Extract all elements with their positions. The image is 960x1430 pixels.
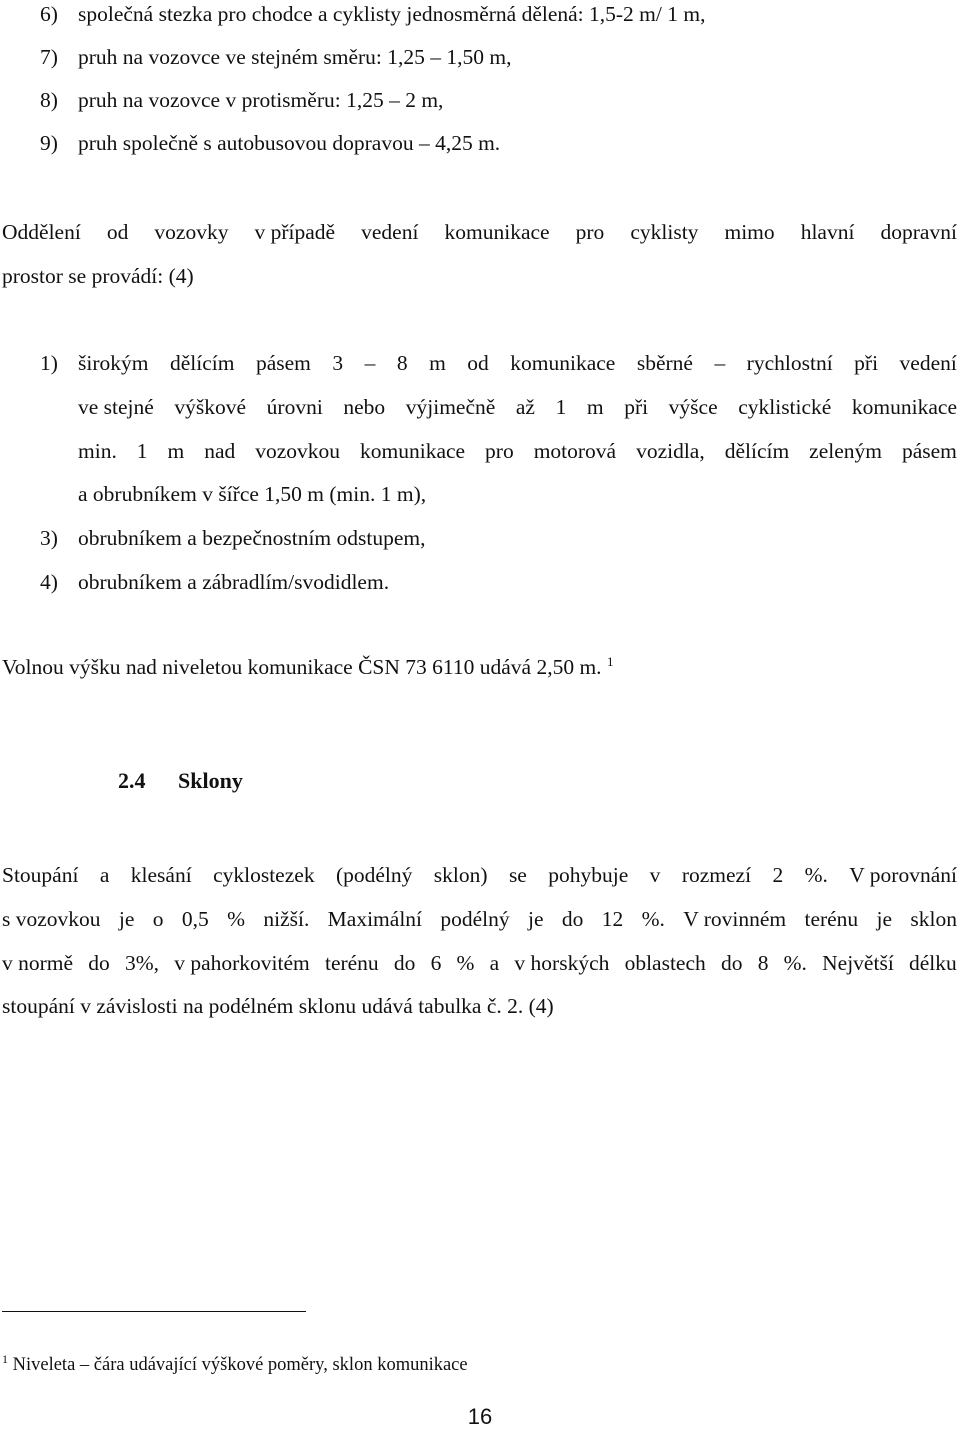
word: mimo: [724, 220, 775, 244]
word: podélný: [440, 907, 510, 931]
list-item-text: pruh na vozovce ve stejném směru: 1,25 – 1,50 m,: [78, 45, 512, 69]
word: 1: [136, 439, 148, 463]
word: terénu: [324, 951, 379, 975]
word: rychlostní: [746, 351, 833, 375]
paragraph-separation-line-2: prostor se provádí: (4): [2, 264, 194, 288]
word: cyklostezek: [213, 863, 315, 887]
list-item-7: [40, 47, 512, 69]
list-item-6: [40, 4, 705, 26]
word: vozidla,: [636, 439, 705, 463]
word: dopravní: [880, 220, 957, 244]
section-number: 2.4: [118, 768, 146, 793]
word: o: [152, 907, 164, 931]
list-number: 4): [40, 570, 58, 594]
word: od: [106, 220, 129, 244]
word: je: [876, 907, 893, 931]
list-item-text: obrubníkem a bezpečnostním odstupem,: [78, 526, 426, 550]
word: rozmezí: [681, 863, 752, 887]
footnote-reference: 1: [606, 654, 614, 669]
list-item-text: pruh společně s autobusovou dopravou – 4,25 m.: [78, 131, 501, 155]
word: sběrné: [636, 351, 693, 375]
page-number: 16: [467, 1404, 493, 1429]
paragraph-clearance-text: Volnou výšku nad niveletou komunikace ČSN 73 6110 udává 2,50 m.: [2, 655, 602, 679]
footnote-separator: [2, 1311, 306, 1312]
word: motorová: [533, 439, 617, 463]
word: v pahorkovitém: [174, 951, 310, 975]
word: délku: [909, 951, 957, 975]
word: %.: [783, 951, 807, 975]
word: s vozovkou: [2, 907, 101, 931]
word: do: [720, 951, 743, 975]
word: Největší: [822, 951, 894, 975]
word: pohybuje: [548, 863, 629, 887]
word: 8: [396, 351, 408, 375]
word: min.: [78, 439, 117, 463]
word: je: [528, 907, 544, 931]
word: (podélný: [335, 863, 413, 887]
word: do: [393, 951, 416, 975]
word: V rovinném: [683, 907, 787, 931]
list-number: 6): [40, 2, 58, 26]
word: vozovkou: [255, 439, 341, 463]
word: 1: [555, 395, 567, 419]
word: sklon: [910, 907, 957, 931]
section-title: Sklony: [178, 768, 243, 793]
word: vozovky: [154, 220, 229, 244]
word: 6: [430, 951, 442, 975]
section-heading: [118, 770, 243, 792]
list-item-1-line-3: [78, 441, 957, 463]
word: širokým: [78, 351, 149, 375]
word: do: [561, 907, 584, 931]
word: dělícím: [169, 351, 235, 375]
word: %: [456, 951, 475, 975]
word: v: [649, 863, 661, 887]
word: sklon): [433, 863, 488, 887]
word: cyklistické: [738, 395, 832, 419]
paragraph-slopes-line-1: [2, 865, 957, 887]
word: komunikace: [444, 220, 550, 244]
word: nižší.: [263, 907, 310, 931]
list-number: 3): [40, 526, 58, 550]
word: výškové: [174, 395, 247, 419]
list-item-8: [40, 90, 443, 112]
word: komunikace: [851, 395, 957, 419]
word: %: [227, 907, 245, 931]
word: 0,5: [181, 907, 209, 931]
paragraph-slopes-line-2: [2, 909, 957, 931]
list-item-1-line-4: a obrubníkem v šířce 1,50 m (min. 1 m),: [78, 482, 427, 506]
word: %.: [641, 907, 665, 931]
list-number: 8): [40, 88, 58, 112]
word: nad: [204, 439, 236, 463]
list-item-3: [40, 528, 426, 550]
word: komunikace: [510, 351, 616, 375]
word: pásem: [901, 439, 957, 463]
word: –: [714, 351, 726, 375]
word: výšce: [668, 395, 718, 419]
list-number: 1): [40, 351, 58, 375]
list-number: 9): [40, 131, 58, 155]
word: m: [429, 351, 446, 375]
word: 2: [772, 863, 784, 887]
word: V porovnání: [849, 863, 957, 887]
word: pro: [575, 220, 605, 244]
footnote: [2, 1352, 468, 1375]
word: dělícím: [724, 439, 790, 463]
footnote-mark: 1: [2, 1352, 8, 1366]
list-item-text: společná stezka pro chodce a cyklisty jednosměrná dělená: 1,5-2 m/ 1 m,: [78, 2, 706, 26]
word: úrovni: [266, 395, 323, 419]
word: zeleným: [809, 439, 882, 463]
word: oblastech: [624, 951, 706, 975]
word: terénu: [804, 907, 859, 931]
list-item-4: [40, 572, 389, 594]
word: hlavní: [800, 220, 855, 244]
word: %.: [804, 863, 828, 887]
list-item-1-line-2: [78, 397, 957, 419]
list-number: 7): [40, 45, 58, 69]
word: se: [508, 863, 527, 887]
word: Maximální: [327, 907, 423, 931]
word: vedení: [899, 351, 957, 375]
word: a: [99, 863, 110, 887]
word: pro: [485, 439, 514, 463]
word: v horských: [514, 951, 610, 975]
footnote-text: Niveleta – čára udávající výškové poměry, sklon komunikace: [12, 1355, 468, 1375]
word: pásem: [255, 351, 311, 375]
word: klesání: [130, 863, 192, 887]
word: –: [364, 351, 376, 375]
word: při: [854, 351, 879, 375]
word: a: [489, 951, 500, 975]
word: vedení: [361, 220, 419, 244]
word: v normě: [2, 951, 74, 975]
paragraph-clearance: [2, 654, 614, 679]
list-item-text: obrubníkem a zábradlím/svodidlem.: [78, 570, 390, 594]
word: m: [167, 439, 185, 463]
list-item-9: [40, 133, 500, 155]
paragraph-separation-line-1: [2, 222, 957, 244]
word: od: [467, 351, 489, 375]
word: až: [515, 395, 535, 419]
word: Stoupání: [2, 863, 79, 887]
paragraph-slopes-line-4: stoupání v závislosti na podélném sklonu udává tabulka č. 2. (4): [2, 994, 554, 1018]
word: v případě: [254, 220, 336, 244]
word: nebo: [343, 395, 386, 419]
word: ve stejné: [78, 395, 154, 419]
word: Oddělení: [2, 220, 81, 244]
paragraph-slopes-line-3: [2, 953, 957, 975]
word: m: [586, 395, 604, 419]
word: při: [624, 395, 649, 419]
word: 3%,: [124, 951, 160, 975]
word: 8: [757, 951, 769, 975]
word: cyklisty: [630, 220, 699, 244]
word: do: [88, 951, 110, 975]
word: je: [118, 907, 135, 931]
list-item-1-line-1: [78, 353, 957, 375]
word: 12: [601, 907, 624, 931]
list-item-text: pruh na vozovce v protisměru: 1,25 – 2 m,: [78, 88, 444, 112]
word: 3: [332, 351, 344, 375]
word: výjimečně: [405, 395, 496, 419]
word: komunikace: [360, 439, 466, 463]
